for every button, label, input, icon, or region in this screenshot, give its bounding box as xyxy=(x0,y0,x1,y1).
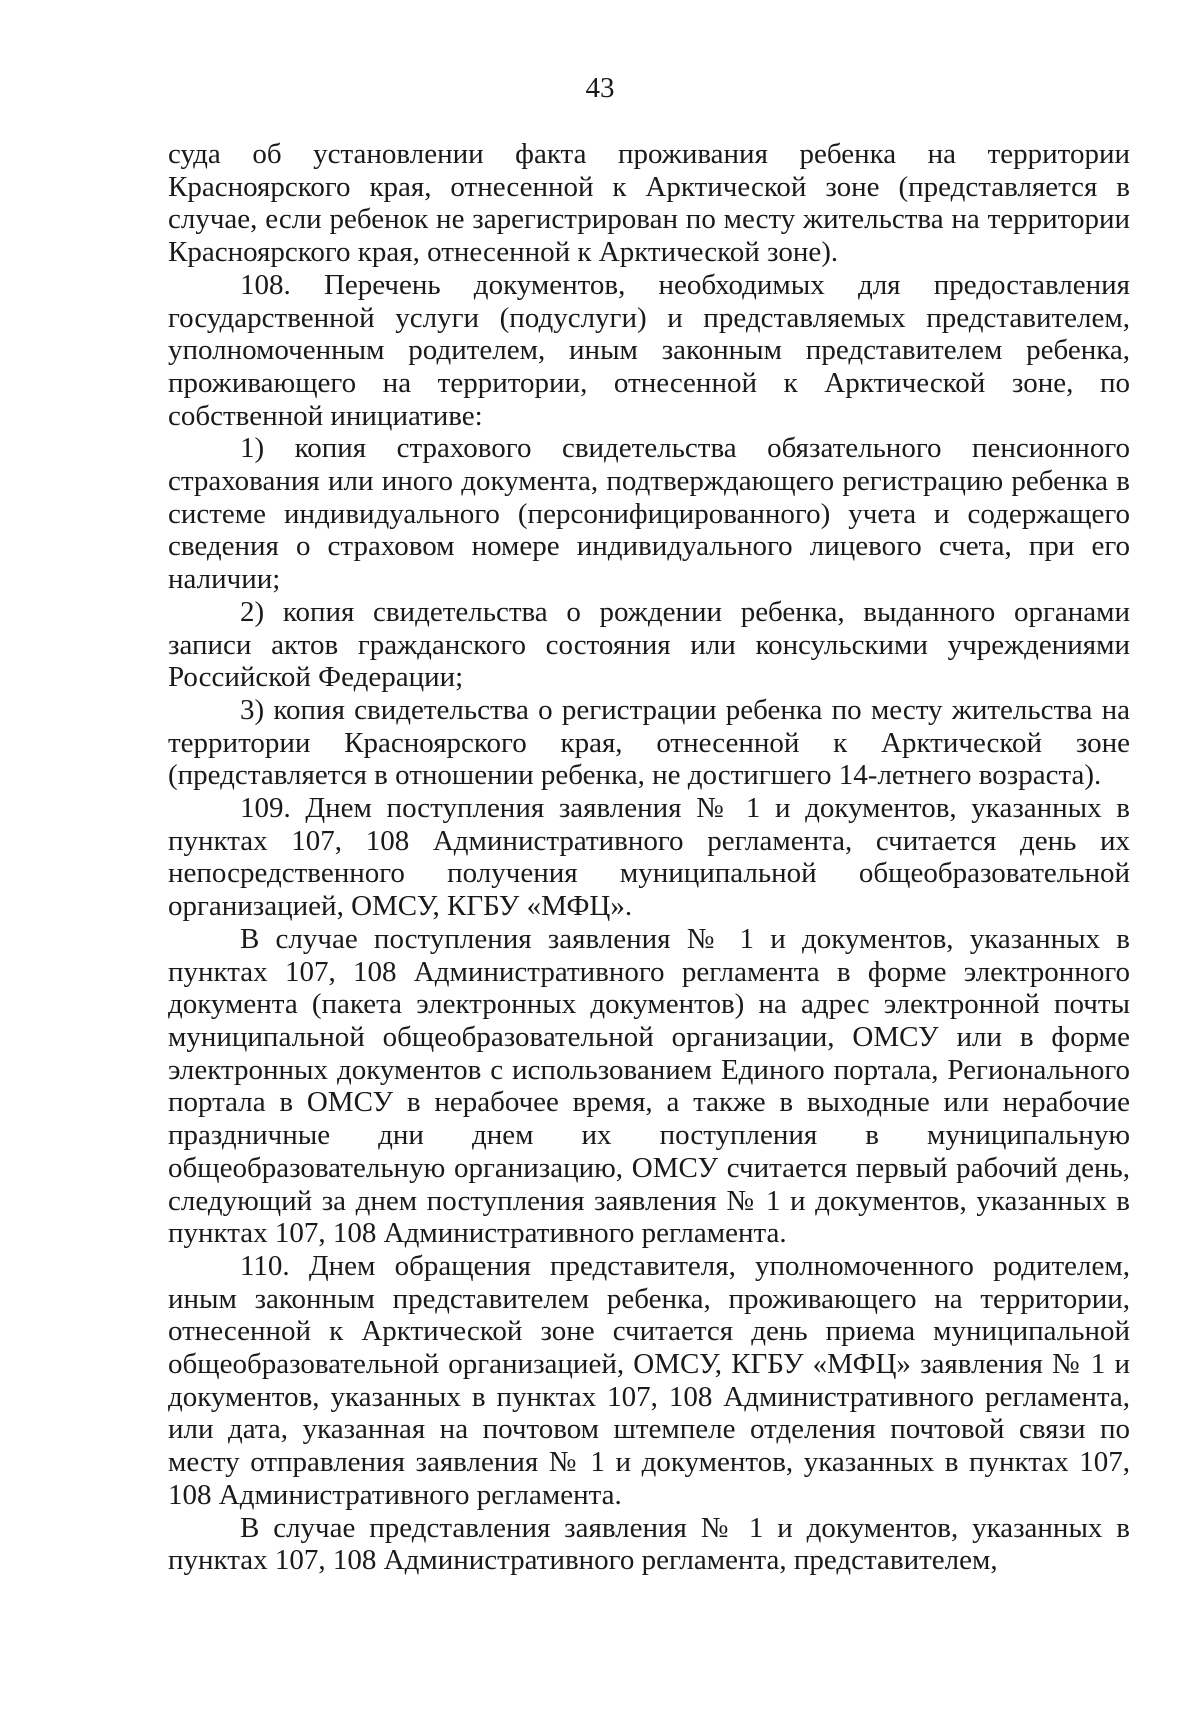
paragraph-108: 108. Перечень документов, необходимых для предоставления государственной услуги (подуслуги) и представляемых представителем, уполномоченным родителем, иным законным представителем ребенка, проживающего на территории, отнесенной к Арктической зоне, по собственной инициативе: xyxy=(168,268,1130,432)
paragraph-1: суда об установлении факта проживания ребенка на территории Красноярского края, отнесенной к Арктической зоне (представляется в случае, если ребенок не зарегистрирован по месту жительства на территории Красноярского края, отнесенной к Арктической зоне). xyxy=(168,138,1130,269)
paragraph-108-item-3: 3) копия свидетельства о регистрации ребенка по месту жительства на территории Красноярского края, отнесенной к Арктической зоне (представляется в отношении ребенка, не достигшего 14-летнего возраста). xyxy=(168,693,1130,792)
paragraph-110-continued: В случае представления заявления № 1 и документов, указанных в пунктах 107, 108 Административного регламента, представителем, xyxy=(168,1511,1130,1577)
paragraph-108-item-1: 1) копия страхового свидетельства обязательного пенсионного страхования или иного документа, подтверждающего регистрацию ребенка в системе индивидуального (персонифицированного) учета и содержащего сведения о страховом номере индивидуального лицевого счета, при его наличии; xyxy=(168,432,1130,596)
paragraph-109: 109. Днем поступления заявления № 1 и документов, указанных в пунктах 107, 108 Административного регламента, считается день их непосредственного получения муниципальной общеобразовательной организацией, ОМСУ, КГБУ «МФЦ». xyxy=(168,792,1130,923)
page-number: 43 xyxy=(585,72,615,104)
document-body xyxy=(168,138,1130,1577)
paragraph-108-item-2: 2) копия свидетельства о рождении ребенка, выданного органами записи актов гражданского состояния или консульскими учреждениями Российской Федерации; xyxy=(168,595,1130,694)
paragraph-109-electronic: В случае поступления заявления № 1 и документов, указанных в пунктах 107, 108 Административного регламента в форме электронного документа (пакета электронных документов) на адрес электронной почты муниципальной общеобразовательной организации, ОМСУ или в форме электронных документов с использованием Единого портала, Регионального портала в ОМСУ в нерабочее время, а также в выходные или нерабочие праздничные дни днем их поступления в муниципальную общеобразовательную организацию, ОМСУ считается первый рабочий день, следующий за днем поступления заявления № 1 и документов, указанных в пунктах 107, 108 Административного регламента. xyxy=(168,922,1130,1250)
paragraph-110: 110. Днем обращения представителя, уполномоченного родителем, иным законным представителем ребенка, проживающего на территории, отнесенной к Арктической зоне считается день приема муниципальной общеобразовательной организацией, ОМСУ, КГБУ «МФЦ» заявления № 1 и документов, указанных в пунктах 107, 108 Административного регламента, или дата, указанная на почтовом штемпеле отделения почтовой связи по месту отправления заявления № 1 и документов, указанных в пунктах 107, 108 Административного регламента. xyxy=(168,1249,1130,1511)
